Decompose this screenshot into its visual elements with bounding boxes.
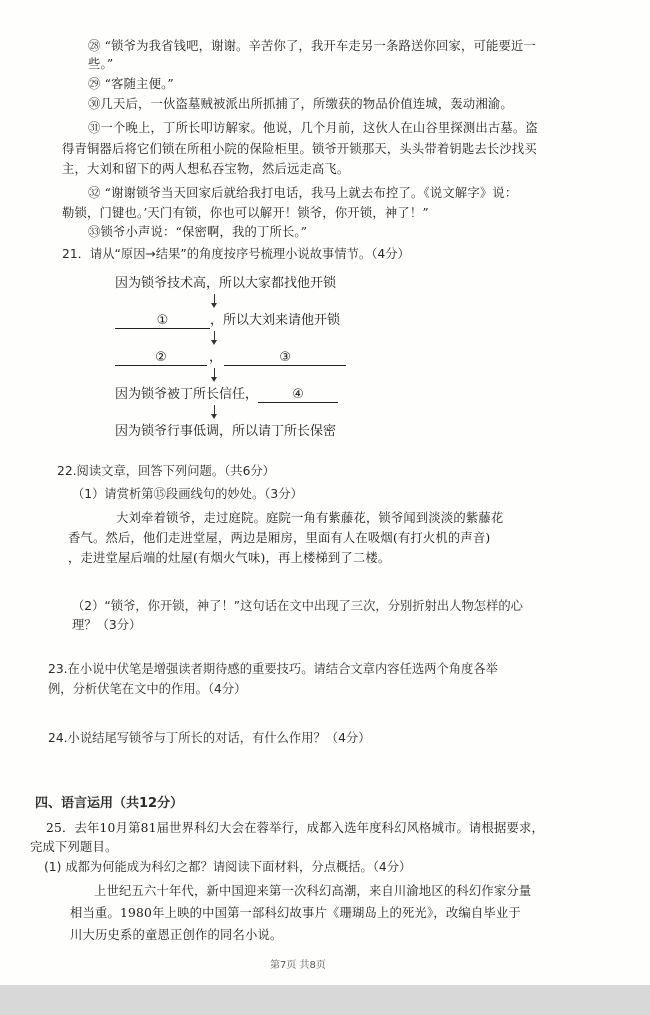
q22-quote-line1: 大刘牵着锁爷，走过庭院。庭院一角有紫藤花，锁爷闻到淡淡的紫藤花 [116,511,504,525]
flow-arrow-2 [214,331,215,343]
story-para-32-line2: 勒锁，门键也。’天门有锁，你也可以解开！锁爷，你开锁，神了！” [62,206,429,220]
q25-material-line3: 川大历史系的童恩正创作的同名小说。 [70,928,283,942]
q21-row4-prefix: 因为锁爷被丁所长信任， [115,387,259,402]
section4-heading: 四、语言运用（共12分） [35,796,184,811]
flow-arrow-1 [214,294,215,306]
blank-2[interactable]: ② [115,351,207,366]
flow-arrow-4 [214,405,215,417]
story-para-28-line1: ㉘ “锁爷为我省钱吧，谢谢。辛苦你了，我开车走另一条路送你回家，可能要近一 [88,39,536,53]
page-footer: 第7页 共8页 [270,960,326,971]
q21-stem: 21．请从“原因→结果”的角度按序号梳理小说故事情节。（4分） [62,247,410,261]
flow-arrow-3 [214,368,215,380]
q23-line1: 23.在小说中伏笔是增强读者期待感的重要技巧。请结合文章内容任选两个角度各举 [48,662,498,676]
q21-flow-row3 [115,350,346,366]
q21-row3-comma: ， [209,350,223,365]
q21-flow-row5: 因为锁爷行事低调，所以请丁所长保密 [115,424,337,439]
q25-sub1: (1) 成都为何能成为科幻之都？请阅读下面材料，分点概括。（4分） [44,860,412,874]
q25-line2: 完成下列题目。 [30,840,118,854]
q25-material-line1: 上世纪五六十年代，新中国迎来第一次科幻高潮，来自川渝地区的科幻作家分量 [94,884,532,898]
q23-line2: 例，分析伏笔在文中的作用。（4分） [48,682,247,696]
q22-sub2-line2: 理？（3分） [72,618,142,632]
blank-3[interactable]: ③ [224,351,346,366]
q25-material-line2: 相当重。1980年上映的中国第一部科幻故事片《珊瑚岛上的死光》，改编自毕业于 [70,906,521,920]
q22-sub1: （1）请赏析第⑮段画线句的妙处。（3分） [72,487,303,501]
q22-sub2-line1: （2）“锁爷，你开锁，神了！”这句话在文中出现了三次，分别折射出人物怎样的心 [72,599,523,613]
blank-4[interactable]: ④ [258,388,338,403]
story-para-29: ㉙ “客随主便。” [88,77,174,91]
story-para-33: ㉝锁爷小声说：“保密啊，我的丁所长。” [88,225,308,239]
story-para-31-line2: 得青铜器后将它们锁在所租小院的保险柜里。锁爷开锁那天，头头带着钥匙去长沙找买 [62,142,537,156]
q22-quote-line3: ，走进堂屋后端的灶屋(有烟火气味)，再上楼梯到了二楼。 [68,551,391,565]
story-para-30: ㉚几天后，一伙盗墓贼被派出所抓捕了，所缴获的物品价值连城，轰动湘渝。 [88,97,513,111]
q24-line1: 24.小说结尾写锁爷与丁所长的对话，有什么作用？（4分） [48,731,371,745]
q21-flow-row1: 因为锁爷技术高，所以大家都找他开锁 [115,276,337,291]
q22-stem: 22.阅读文章，回答下列问题。（共6分） [57,464,275,478]
q25-line1: 25．去年10月第81届世界科幻大会在蓉举行，成都入选年度科幻风格城市。请根据要求， [46,821,545,835]
q21-flow-row2 [115,313,340,329]
q21-flow-row4 [115,387,338,403]
story-para-31-line3: 主，大刘和留下的两人想私吞宝物，然后远走高飞。 [62,162,350,176]
story-para-32-line1: ㉜ “谢谢锁爷当天回家后就给我打电话，我马上就去布控了。《说文解字》说： [88,186,518,200]
q22-quote-line2: 香气。然后，他们走进堂屋，两边是厢房，里面有人在吸烟(有打火机的声音) [68,531,491,545]
q21-row2-suffix: ，所以大刘来请他开锁 [210,313,341,328]
blank-1[interactable]: ① [115,314,210,329]
bottom-scan-strip [0,985,650,1015]
story-para-31-line1: ㉛一个晚上，丁所长叩访解家。他说，几个月前，这伙人在山谷里探测出古墓。盗 [88,121,538,135]
story-para-28-line2: 些。” [88,57,114,71]
